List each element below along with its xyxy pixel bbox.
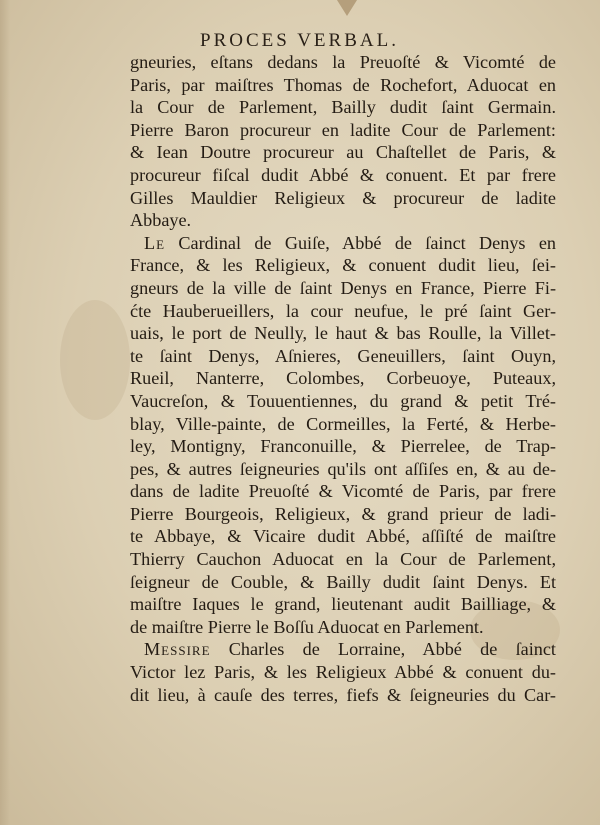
text-line: [130, 232, 556, 255]
text-line-content: procureur fiſcal dudit Abbé & conuent. Et par frere: [130, 164, 556, 185]
text-line-content: Pierre Bourgeois, Religieux, & grand prieur de ladi-: [130, 503, 556, 524]
running-head: PROCES VERBAL.: [200, 30, 399, 51]
text-line: [130, 616, 556, 639]
text-line-content: Gilles Mauldier Religieux & procureur de ladite: [130, 187, 556, 208]
text-line: [130, 661, 556, 684]
text-line-content: Vaucreſon, & Touuentiennes, du grand & petit Tré-: [130, 390, 556, 411]
text-line-content: Abbaye.: [130, 210, 192, 231]
text-line-content: Pierre Baron procureur en ladite Cour de Parlement:: [130, 119, 556, 140]
text-line-content: maiſtre Iaques le grand, lieutenant audit Bailliage, &: [130, 594, 556, 615]
page-fold-mark: [337, 0, 357, 16]
text-line: [130, 390, 556, 413]
text-line-content: & Iean Doutre procureur au Chaſtellet de Paris, &: [130, 142, 556, 163]
text-line: [130, 525, 556, 548]
text-line: [130, 74, 556, 97]
text-line-content: te ſaint Denys, Aſnieres, Geneuillers, ſaint Ouyn,: [130, 345, 556, 366]
paper-stain: [60, 300, 130, 420]
page-gutter-shadow: [0, 0, 10, 825]
text-line-content: blay, Ville-painte, de Cormeilles, la Ferté, & Herbe-: [130, 413, 556, 434]
text-line: [130, 96, 556, 119]
text-line: [130, 300, 556, 323]
text-line: [130, 164, 556, 187]
text-line-content: ćte Hauberueillers, la cour neufue, le pré ſaint Ger-: [130, 300, 556, 321]
text-line: [130, 277, 556, 300]
text-line-content: ley, Montigny, Franconuille, & Pierrelee, de Trap-: [130, 436, 556, 457]
text-line: [130, 322, 556, 345]
text-line-content: Cardinal de Guiſe, Abbé de ſainct Denys en: [165, 232, 556, 253]
text-line: [130, 638, 556, 661]
text-line-content: pes, & autres ſeigneuries qu'ils ont aſſiſes en, & au de-: [130, 458, 556, 479]
text-line: [130, 435, 556, 458]
text-line: [130, 480, 556, 503]
text-line: [130, 593, 556, 616]
text-line: [130, 119, 556, 142]
text-line-content: Charles de Lorraine, Abbé de ſainct: [210, 639, 556, 660]
text-line-content: dit lieu, à cauſe des terres, fiefs & ſeigneuries du Car-: [130, 684, 556, 705]
text-line: [130, 413, 556, 436]
text-line-content: Paris, par maiſtres Thomas de Rochefort, Aduocat en: [130, 74, 556, 95]
text-line: [130, 51, 556, 74]
text-line-content: Rueil, Nanterre, Colombes, Corbeuoye, Puteaux,: [130, 368, 556, 389]
text-line: [130, 684, 556, 707]
text-line: [130, 187, 556, 210]
text-line-content: gneuries, eſtans dedans la Preuoſté & Vicomté de: [130, 52, 556, 72]
paragraph-lead-word: Le: [144, 232, 166, 253]
text-line-content: de maiſtre Pierre le Boſſu Aduocat en Parlement.: [130, 616, 484, 637]
text-line: [130, 209, 556, 232]
text-line: [130, 254, 556, 277]
body-text: [130, 51, 556, 706]
text-line-content: gneurs de la ville de ſaint Denys en France, Pierre Fi-: [130, 277, 556, 298]
text-line-content: France, & les Religieux, & conuent dudit lieu, ſei-: [130, 255, 556, 276]
text-line: [130, 503, 556, 526]
text-line-content: Victor lez Paris, & les Religieux Abbé & conuent du-: [130, 662, 556, 683]
text-line: [130, 367, 556, 390]
text-line-content: te Abbaye, & Vicaire dudit Abbé, aſſiſté de maiſtre: [130, 526, 556, 547]
text-line-content: dans de ladite Preuoſté & Vicomté de Paris, par frere: [130, 481, 556, 502]
text-line-content: la Cour de Parlement, Bailly dudit ſaint Germain.: [130, 97, 556, 118]
text-line-content: Thierry Cauchon Aduocat en la Cour de Parlement,: [130, 549, 556, 570]
text-line: [130, 141, 556, 164]
paragraph-lead-word: Messire: [144, 639, 211, 660]
text-line: [130, 345, 556, 368]
text-line: [130, 548, 556, 571]
text-line: [130, 571, 556, 594]
text-line: [130, 458, 556, 481]
text-line-content: uais, le port de Neully, le haut & bas Roulle, la Villet-: [130, 323, 556, 344]
text-line-content: ſeigneur de Couble, & Bailly dudit ſaint Denys. Et: [130, 571, 556, 592]
